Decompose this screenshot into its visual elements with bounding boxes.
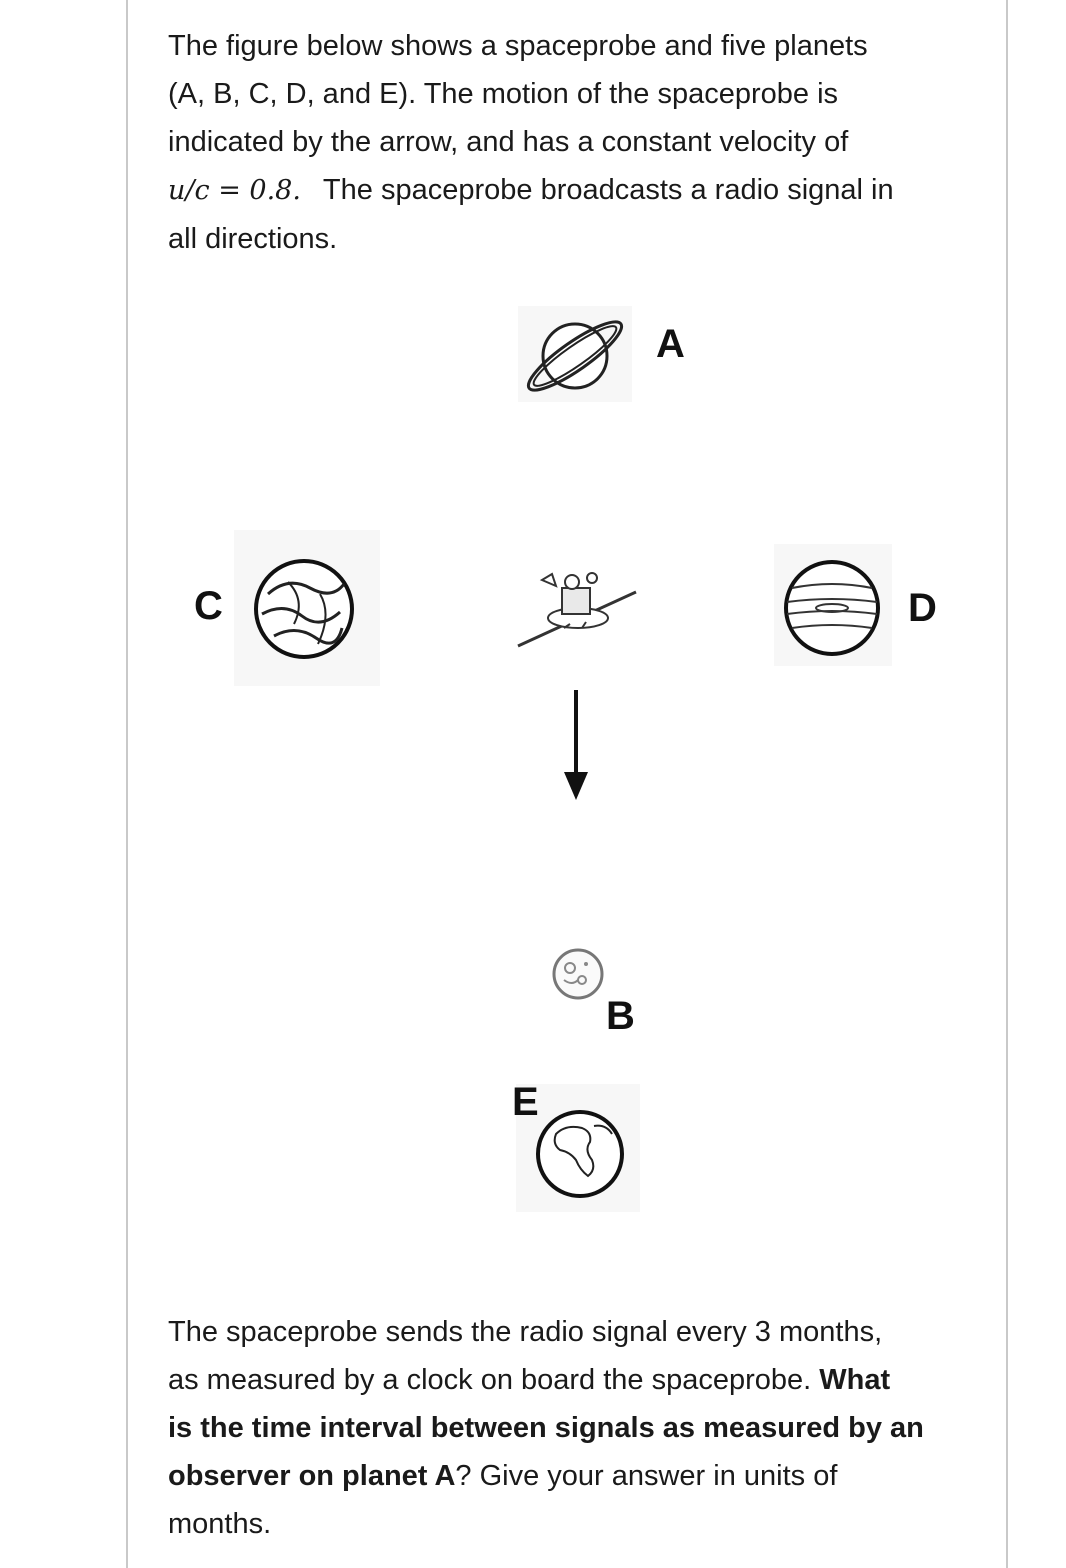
planet-label-b: B (606, 994, 635, 1038)
swirl-planet-icon (240, 554, 370, 664)
intro-line-1: The figure below shows a spaceprobe and five planets (168, 30, 868, 62)
spaceprobe-icon (512, 566, 642, 652)
planet-label-a: A (656, 322, 685, 366)
ringed-planet-icon (518, 306, 632, 402)
earth-icon (530, 1104, 630, 1200)
planet-label-c: C (194, 584, 223, 628)
question-emphasis-end: observer on planet A (168, 1460, 456, 1492)
intro-line-2: (A, B, C, D, and E). The motion of the spaceprobe is (168, 78, 839, 110)
question-emphasis-middle: is the time interval between signals as measured by an (168, 1412, 924, 1444)
velocity-expression: u/c = 0.8. (168, 175, 301, 206)
moon-icon (550, 946, 606, 1002)
intro-line-3: indicated by the arrow, and has a constant velocity of (168, 126, 849, 158)
planet-label-e: E (512, 1080, 539, 1124)
banded-planet-icon (778, 558, 888, 660)
question-line-4: ? Give your answer in units of (455, 1460, 838, 1492)
intro-line-5: all directions. (168, 223, 338, 255)
planet-label-d: D (908, 586, 937, 630)
down-arrow-icon (562, 690, 590, 802)
problem-question (168, 1308, 978, 1548)
question-line-2: as measured by a clock on board the spaceprobe. (168, 1364, 820, 1396)
intro-line-4: The spaceprobe broadcasts a radio signal in (322, 174, 894, 206)
question-line-1: The spaceprobe sends the radio signal every 3 months, (168, 1316, 883, 1348)
question-emphasis-start: What (819, 1364, 891, 1396)
question-line-5: months. (168, 1508, 272, 1540)
